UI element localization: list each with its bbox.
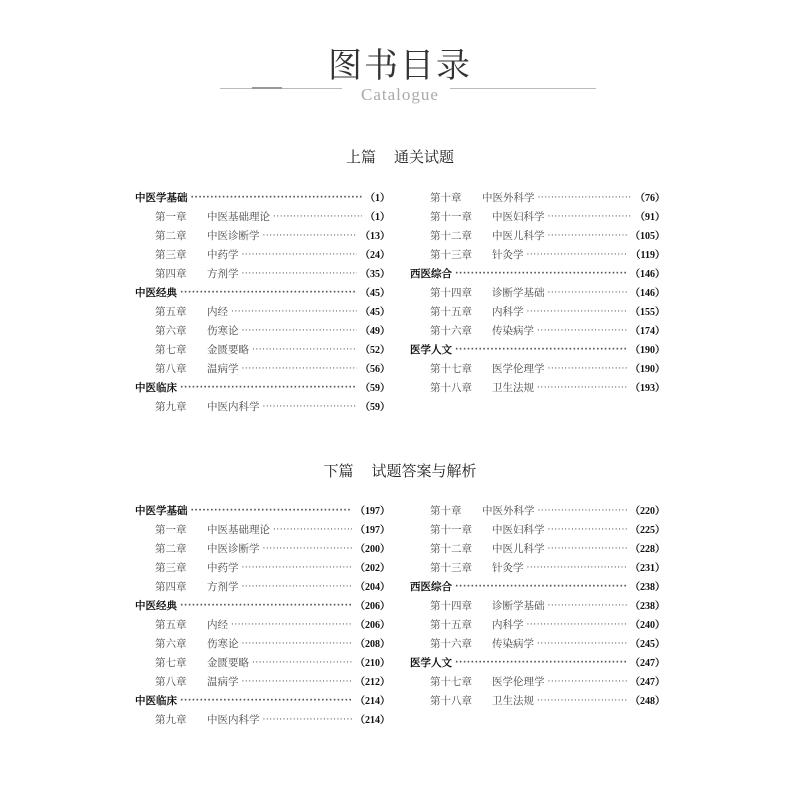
toc-chapter-entry[interactable] (135, 360, 390, 379)
chapter-name: 中医诊断学 (207, 230, 260, 242)
page-number: （206） (355, 601, 390, 612)
page-subtitle: Catalogue (361, 85, 439, 104)
section-prefix: 上篇 (345, 148, 376, 166)
page-number: （146） (630, 288, 665, 299)
chapter-name: 内经 (207, 306, 228, 318)
chapter-number: 第七章 (155, 657, 187, 669)
page-number: （155） (630, 307, 665, 318)
dot-leader (548, 284, 628, 303)
page-number: （210） (355, 658, 390, 669)
chapter-number: 第一章 (155, 211, 187, 223)
chapter-name: 诊断学基础 (492, 287, 545, 299)
page-number: （197） (355, 506, 390, 517)
page-number: （208） (355, 639, 390, 650)
toc-column-right (410, 502, 665, 711)
chapter-name: 中医妇科学 (492, 524, 545, 536)
page-number: （200） (355, 544, 390, 555)
toc-chapter-entry[interactable] (410, 635, 665, 654)
chapter-name: 伤寒论 (207, 325, 239, 337)
part-name: 西医综合 (410, 581, 452, 593)
chapter-name: 中医基础理论 (207, 211, 270, 223)
chapter-number: 第七章 (155, 344, 187, 356)
chapter-number: 第九章 (155, 401, 187, 413)
dot-leader (548, 597, 628, 616)
dot-leader (538, 502, 628, 521)
dot-leader (191, 502, 353, 521)
toc-chapter-entry[interactable] (135, 303, 390, 322)
section-name: 试题答案与解析 (371, 462, 477, 480)
page-number: （245） (630, 639, 665, 650)
toc-chapter-entry[interactable] (410, 379, 665, 398)
chapter-name: 中药学 (207, 249, 239, 261)
chapter-number: 第四章 (155, 268, 187, 280)
page-number: （204） (355, 582, 390, 593)
toc-chapter-entry[interactable] (135, 227, 390, 246)
chapter-number: 第二章 (155, 543, 187, 555)
dot-leader (242, 673, 353, 692)
chapter-name: 金匮要略 (207, 344, 249, 356)
chapter-number: 第十八章 (430, 382, 472, 394)
toc-part-entry[interactable] (410, 654, 665, 673)
chapter-number: 第八章 (155, 363, 187, 375)
page-number: （76） (635, 193, 665, 204)
dot-leader (263, 711, 353, 730)
dot-leader (242, 322, 358, 341)
dot-leader (273, 208, 362, 227)
page-number: （1） (365, 212, 390, 223)
toc-part-entry[interactable] (135, 189, 390, 208)
chapter-number: 第十章 (430, 192, 462, 204)
toc-chapter-entry[interactable] (410, 360, 665, 379)
chapter-number: 第二章 (155, 230, 187, 242)
part-name: 医学人文 (410, 344, 452, 356)
chapter-number: 第三章 (155, 562, 187, 574)
page-number: （105） (630, 231, 665, 242)
chapter-number: 第十三章 (430, 249, 472, 261)
part-name: 西医综合 (410, 268, 452, 280)
toc-chapter-entry[interactable] (135, 654, 390, 673)
chapter-name: 针灸学 (492, 249, 524, 261)
chapter-name: 中医外科学 (482, 505, 535, 517)
dot-leader (242, 360, 358, 379)
chapter-number: 第十七章 (430, 363, 472, 375)
toc-chapter-entry[interactable] (135, 208, 390, 227)
dot-leader (537, 635, 627, 654)
page-number: （214） (355, 715, 390, 726)
chapter-number: 第十四章 (430, 600, 472, 612)
dot-leader (231, 303, 357, 322)
chapter-name: 卫生法规 (492, 382, 534, 394)
toc-part-entry[interactable] (135, 692, 390, 711)
dot-leader (252, 654, 352, 673)
page-number: （247） (630, 677, 665, 688)
chapter-name: 诊断学基础 (492, 600, 545, 612)
dot-leader (548, 521, 628, 540)
chapter-number: 第十四章 (430, 287, 472, 299)
dot-leader (455, 578, 627, 597)
chapter-name: 医学伦理学 (492, 363, 545, 375)
dot-leader (527, 616, 628, 635)
toc-chapter-entry[interactable] (135, 578, 390, 597)
page-number: （214） (355, 696, 390, 707)
dot-leader (242, 559, 353, 578)
dot-leader (537, 322, 627, 341)
toc-chapter-entry[interactable] (410, 208, 665, 227)
page-number: （146） (630, 269, 665, 280)
dot-leader (180, 692, 352, 711)
page-number: （24） (360, 250, 390, 261)
dot-leader (527, 559, 628, 578)
dot-leader (242, 635, 353, 654)
toc-column-right (410, 189, 665, 398)
toc-chapter-entry[interactable] (135, 341, 390, 360)
dot-leader (263, 540, 353, 559)
chapter-name: 传染病学 (492, 638, 534, 650)
chapter-name: 传染病学 (492, 325, 534, 337)
toc-chapter-entry[interactable] (410, 597, 665, 616)
page-number: （231） (630, 563, 665, 574)
dot-leader (242, 578, 353, 597)
page-number: （59） (360, 383, 390, 394)
page-number: （212） (355, 677, 390, 688)
toc-chapter-entry[interactable] (410, 559, 665, 578)
toc-part-entry[interactable] (135, 284, 390, 303)
toc-chapter-entry[interactable] (135, 559, 390, 578)
toc-chapter-entry[interactable] (135, 246, 390, 265)
part-name: 中医学基础 (135, 192, 188, 204)
toc-chapter-entry[interactable] (410, 227, 665, 246)
toc-part-entry[interactable] (410, 265, 665, 284)
part-name: 中医临床 (135, 382, 177, 394)
dot-leader (455, 654, 627, 673)
page-number: （228） (630, 544, 665, 555)
chapter-number: 第十章 (430, 505, 462, 517)
part-name: 医学人文 (410, 657, 452, 669)
chapter-name: 中医儿科学 (492, 230, 545, 242)
toc-chapter-entry[interactable] (135, 398, 390, 417)
chapter-name: 内科学 (492, 306, 524, 318)
toc-chapter-entry[interactable] (135, 540, 390, 559)
section-title-lower (0, 462, 800, 480)
chapter-number: 第十六章 (430, 325, 472, 337)
chapter-number: 第九章 (155, 714, 187, 726)
toc-chapter-entry[interactable] (135, 616, 390, 635)
toc-chapter-entry[interactable] (410, 540, 665, 559)
chapter-number: 第十一章 (430, 524, 472, 536)
dot-leader (548, 360, 628, 379)
chapter-number: 第十二章 (430, 543, 472, 555)
dot-leader (180, 597, 352, 616)
dot-leader (548, 540, 628, 559)
chapter-name: 内经 (207, 619, 228, 631)
dot-leader (191, 189, 363, 208)
page-number: （240） (630, 620, 665, 631)
chapter-name: 中医儿科学 (492, 543, 545, 555)
chapter-number: 第六章 (155, 325, 187, 337)
toc-column-left (135, 502, 390, 730)
page-number: （220） (630, 506, 665, 517)
dot-leader (548, 673, 628, 692)
chapter-number: 第十七章 (430, 676, 472, 688)
page-number: （35） (360, 269, 390, 280)
chapter-number: 第十五章 (430, 619, 472, 631)
page-number: （119） (630, 250, 665, 261)
section-prefix: 下篇 (323, 462, 354, 480)
chapter-name: 卫生法规 (492, 695, 534, 707)
section-title-upper (0, 148, 800, 166)
page-number: （1） (365, 193, 390, 204)
dot-leader (263, 227, 358, 246)
dot-leader (180, 379, 357, 398)
page-number: （248） (630, 696, 665, 707)
chapter-number: 第八章 (155, 676, 187, 688)
toc-chapter-entry[interactable] (410, 303, 665, 322)
toc-chapter-entry[interactable] (135, 673, 390, 692)
dot-leader (537, 692, 627, 711)
toc-part-entry[interactable] (135, 502, 390, 521)
toc-chapter-entry[interactable] (410, 322, 665, 341)
page-number: （49） (360, 326, 390, 337)
page-number: （190） (630, 364, 665, 375)
toc-chapter-entry[interactable] (135, 521, 390, 540)
page-number: （174） (630, 326, 665, 337)
page-number: （91） (635, 212, 665, 223)
chapter-name: 中医外科学 (482, 192, 535, 204)
toc-chapter-entry[interactable] (410, 692, 665, 711)
chapter-name: 中医内科学 (207, 401, 260, 413)
chapter-number: 第十一章 (430, 211, 472, 223)
dot-leader (548, 227, 628, 246)
chapter-name: 中医诊断学 (207, 543, 260, 555)
page-number: （59） (360, 402, 390, 413)
dot-leader (548, 208, 633, 227)
chapter-number: 第四章 (155, 581, 187, 593)
chapter-name: 医学伦理学 (492, 676, 545, 688)
chapter-name: 中医内科学 (207, 714, 260, 726)
chapter-number: 第三章 (155, 249, 187, 261)
dot-leader (231, 616, 352, 635)
chapter-number: 第五章 (155, 306, 187, 318)
chapter-name: 温病学 (207, 363, 239, 375)
chapter-number: 第一章 (155, 524, 187, 536)
chapter-number: 第十八章 (430, 695, 472, 707)
part-name: 中医经典 (135, 287, 177, 299)
chapter-number: 第十五章 (430, 306, 472, 318)
chapter-name: 温病学 (207, 676, 239, 688)
toc-chapter-entry[interactable] (135, 711, 390, 730)
toc-column-left (135, 189, 390, 417)
toc-chapter-entry[interactable] (410, 673, 665, 692)
page-number: （193） (630, 383, 665, 394)
page-number: （247） (630, 658, 665, 669)
toc-chapter-entry[interactable] (410, 502, 665, 521)
chapter-name: 方剂学 (207, 581, 239, 593)
chapter-name: 针灸学 (492, 562, 524, 574)
toc-chapter-entry[interactable] (135, 322, 390, 341)
chapter-number: 第十六章 (430, 638, 472, 650)
page-number: （197） (355, 525, 390, 536)
toc-chapter-entry[interactable] (410, 189, 665, 208)
toc-chapter-entry[interactable] (135, 265, 390, 284)
dot-leader (263, 398, 358, 417)
chapter-name: 金匮要略 (207, 657, 249, 669)
page-number: （45） (360, 307, 390, 318)
toc-part-entry[interactable] (410, 341, 665, 360)
page-number: （225） (630, 525, 665, 536)
dot-leader (242, 265, 358, 284)
dot-leader (242, 246, 358, 265)
toc-chapter-entry[interactable] (410, 616, 665, 635)
chapter-number: 第五章 (155, 619, 187, 631)
part-name: 中医临床 (135, 695, 177, 707)
page-number: （52） (360, 345, 390, 356)
chapter-name: 方剂学 (207, 268, 239, 280)
part-name: 中医经典 (135, 600, 177, 612)
page-number: （45） (360, 288, 390, 299)
chapter-name: 中医基础理论 (207, 524, 270, 536)
dot-leader (538, 189, 633, 208)
page-title: 图书目录 (328, 46, 472, 86)
chapter-number: 第十二章 (430, 230, 472, 242)
toc-part-entry[interactable] (135, 379, 390, 398)
dot-leader (527, 246, 628, 265)
dot-leader (537, 379, 627, 398)
page-number: （238） (630, 582, 665, 593)
chapter-name: 内科学 (492, 619, 524, 631)
dot-leader (252, 341, 357, 360)
toc-chapter-entry[interactable] (410, 521, 665, 540)
toc-part-entry[interactable] (410, 578, 665, 597)
chapter-name: 中药学 (207, 562, 239, 574)
page-number: （206） (355, 620, 390, 631)
dot-leader (527, 303, 628, 322)
chapter-name: 伤寒论 (207, 638, 239, 650)
dot-leader (455, 265, 627, 284)
toc-chapter-entry[interactable] (135, 635, 390, 654)
page-number: （202） (355, 563, 390, 574)
chapter-number: 第十三章 (430, 562, 472, 574)
dot-leader (455, 341, 627, 360)
part-name: 中医学基础 (135, 505, 188, 517)
section-name: 通关试题 (394, 148, 455, 166)
toc-chapter-entry[interactable] (410, 284, 665, 303)
page-number: （56） (360, 364, 390, 375)
dot-leader (180, 284, 357, 303)
catalogue-header (0, 0, 800, 110)
toc-part-entry[interactable] (135, 597, 390, 616)
page-number: （238） (630, 601, 665, 612)
page-number: （13） (360, 231, 390, 242)
chapter-name: 中医妇科学 (492, 211, 545, 223)
toc-chapter-entry[interactable] (410, 246, 665, 265)
chapter-number: 第六章 (155, 638, 187, 650)
page-number: （190） (630, 345, 665, 356)
dot-leader (273, 521, 352, 540)
